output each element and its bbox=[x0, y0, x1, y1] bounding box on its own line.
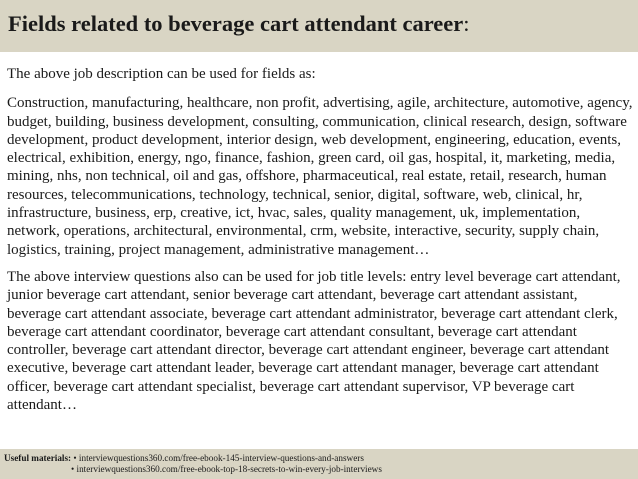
footer-label-colon: : bbox=[68, 453, 72, 463]
slide-title bbox=[8, 11, 470, 37]
footer-link-ebook-145[interactable]: • interviewquestions360.com/free-ebook-145-interview-questions-and-answers bbox=[73, 453, 364, 463]
slide-content bbox=[7, 65, 633, 423]
slide-title-text: Fields related to beverage cart attendant career bbox=[8, 11, 464, 36]
fields-paragraph: Construction, manufacturing, healthcare, non profit, advertising, agile, architecture, automotive, agency, budget, building, business development, consulting, communication, clinical research, design, software development, product development, interior design, web development, engineering, education, events, electrical, exhibition, energy, ngo, finance, fashion, green card, oil gas, hospital, it, marketing, media, mining, nhs, non technical, oil and gas, offshore, pharmaceutical, real estate, retail, research, human resources, telecommunications, technology, technical, senior, digital, software, web, clinical, hr, infrastructure, business, erp, creative, ict, hvac, sales, quality management, uk, implementation, network, operations, architectural, environmental, crm, website, interactive, security, supply chain, logistics, training, project management, administrative management… bbox=[7, 95, 633, 258]
footer-row-1 bbox=[4, 453, 364, 464]
footer-link-ebook-top-18[interactable]: • interviewquestions360.com/free-ebook-top-18-secrets-to-win-every-job-interviews bbox=[71, 464, 382, 474]
footer-label bbox=[4, 453, 71, 463]
footer-row-2 bbox=[71, 464, 382, 475]
intro-text: The above job description can be used for fields as: bbox=[7, 66, 316, 82]
footer-label-text: Useful materials bbox=[4, 453, 69, 463]
title-bar bbox=[0, 0, 638, 52]
slide-title-colon: : bbox=[463, 11, 470, 36]
footer-bar bbox=[0, 449, 638, 479]
job-levels-paragraph: The above interview questions also can be used for job title levels: entry level beverage cart attendant, junior beverage cart attendant, senior beverage cart attendant, beverage cart attendant assistant, beverage cart attendant associate, beverage cart attendant administrator, beverage cart attendant clerk, beverage cart attendant coordinator, beverage cart attendant consultant, beverage cart attendant controller, beverage cart attendant director, beverage cart attendant engineer, beverage cart attendant executive, beverage cart attendant leader, beverage cart attendant manager, beverage cart attendant officer, beverage cart attendant specialist, beverage cart attendant supervisor, VP beverage cart attendant… bbox=[7, 268, 621, 414]
